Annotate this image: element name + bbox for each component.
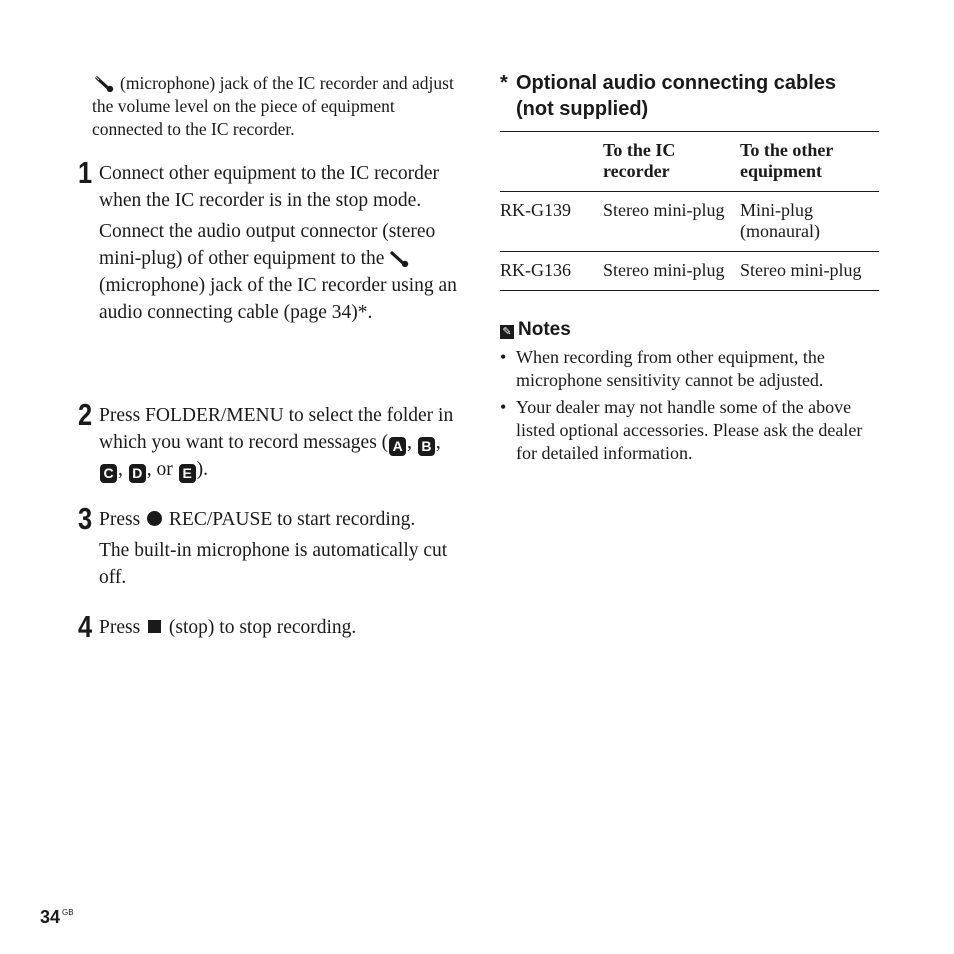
intro-text: (microphone) jack of the IC recorder and adjust the volume level on the piece of equipment connected to the IC recorder. (92, 73, 454, 139)
notes-list (500, 346, 880, 465)
table-cell: Stereo mini-plug (603, 252, 740, 291)
step-1-detail: Connect the audio output connector (stereo mini-plug) of other equipment to the (microphone) jack of the IC recorder using an audio connecting cable (page 34)*. (99, 221, 457, 323)
folder-b-icon: B (418, 437, 435, 456)
folder-d-icon: D (129, 464, 146, 483)
table-header-row (500, 132, 879, 192)
bullet-icon: • (500, 347, 507, 367)
cables-title: * Optional audio connecting cables (not supplied) (500, 72, 837, 120)
step-2 (78, 397, 458, 483)
stop-square-icon (148, 620, 161, 633)
region-code: GB (62, 908, 74, 917)
record-dot-icon (147, 511, 162, 526)
table-cell: RK-G136 (500, 252, 603, 291)
step-4 (78, 609, 458, 645)
page-number: 34 $^{GB}$ (40, 907, 74, 927)
table-header-cell (500, 132, 603, 192)
cables-table (500, 131, 879, 291)
note-icon: ✎ (500, 325, 514, 339)
microphone-icon (94, 76, 116, 90)
step-4-text: Press (stop) to stop recording. (99, 617, 357, 638)
table-header-cell: To the IC recorder (603, 132, 740, 192)
step-number: 2 (78, 397, 93, 432)
intro-paragraph (92, 72, 457, 141)
list-item: • When recording from other equipment, the microphone sensitivity cannot be adjusted. (500, 347, 825, 390)
list-item: • Your dealer may not handle some of the above listed optional accessories. Please ask the dealer for detailed information. (500, 397, 863, 463)
step-3 (78, 501, 458, 595)
notes-heading: ✎ Notes (500, 318, 880, 342)
table-cell: RK-G139 (500, 192, 603, 252)
table-row (500, 192, 879, 252)
folder-e-icon: E (179, 464, 196, 483)
step-1-text: Connect other equipment to the IC recorder when the IC recorder is in the stop mode. (99, 163, 440, 211)
table-cell: Stereo mini-plug (603, 192, 740, 252)
table-header-cell: To the other equipment (740, 132, 879, 192)
folder-a-icon: A (389, 437, 406, 456)
step-3-text: Press REC/PAUSE to start recording. (99, 509, 416, 530)
step-number: 3 (78, 501, 93, 536)
step-1 (78, 155, 458, 330)
microphone-icon (389, 251, 411, 265)
bullet-icon: • (500, 397, 507, 417)
step-number: 1 (78, 155, 93, 190)
notes-section (500, 318, 880, 469)
step-number: 4 (78, 609, 93, 644)
table-cell: Stereo mini-plug (740, 252, 879, 291)
table-row (500, 252, 879, 291)
table-cell: Mini-plug (monaural) (740, 192, 879, 252)
step-2-text: Press FOLDER/MENU to select the folder in which you want to record messages ( A , B , C , D , or E ). (99, 405, 454, 481)
folder-c-icon: C (100, 464, 117, 483)
step-3-detail: The built-in microphone is automatically cut off. (99, 540, 448, 588)
